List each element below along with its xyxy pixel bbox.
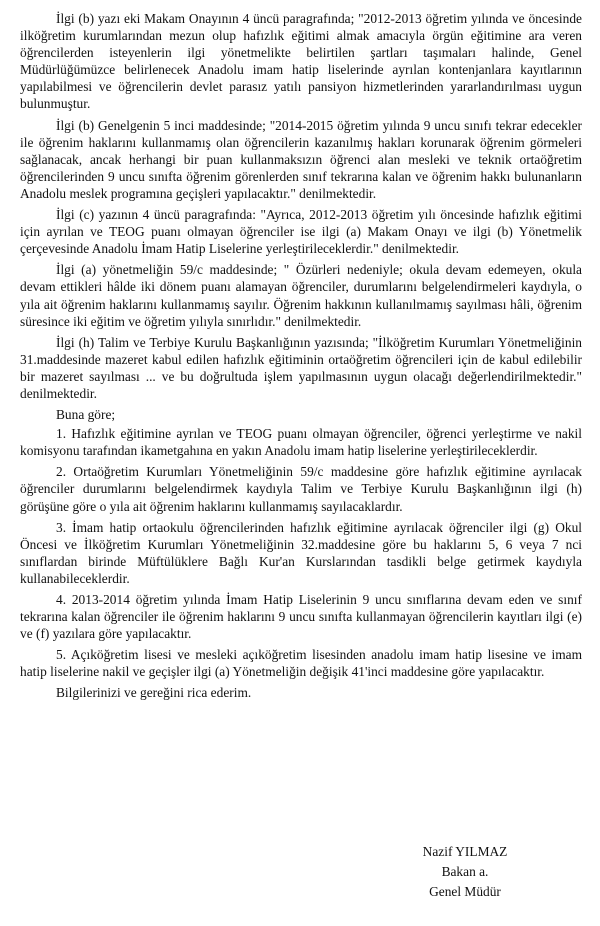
signatory-name: Nazif YILMAZ [422,844,508,859]
paragraph-ilgi-c: İlgi (c) yazının 4 üncü paragrafında: "Ayrıca, 2012-2013 öğretim yılı öncesinde hafızlık eğitimi için ayrılan ve TEOG puanı olmayan öğrenciler ise ilgi (a) Makam Onayı ve ilgi (b) Yönetmelik çerçevesinde Anadolu İmam Hatip Liselerine yerleştirileceklerdir." denilmektedir. [20,207,582,257]
closing-line: Bilgilerinizi ve gereğini rica ederim. [56,685,252,701]
list-item-3: 3. İmam hatip ortaokulu öğrencilerinden hafızlık eğitimine ayrılacak öğrenciler ilgi (g) Okul Öncesi ve İlköğretim Kurumları Yönetmeliğinin 32.maddesine göre bu haklarını 5, 6 veya 7 nci sınıflardan birinde Müftülüklere Bağlı Kur'an Kurslarından tasdikli belge getirmek kaydıyla kullanabileceklerdir. [20,519,582,586]
list-item-5: 5. Açıköğretim lisesi ve mesleki açıköğretim lisesinden anadolu imam hatip lisesine ve imam hatip liselerine nakil ve geçişler ilgi (a) Yönetmeliğin değişik 41'inci maddesine göre yapılacaktır. [20,647,582,680]
signature-block [400,842,530,902]
list-item-4: 4. 2013-2014 öğretim yılında İmam Hatip Liselerinin 9 uncu sınıflarına devam eden ve sınıf tekrarına kalan öğrenciler ile öğrenim haklarını 9 uncu sınıfta kullanmayan öğrencilerin kayıtları ilgi (e) ve (f) yazılara göre yapılacaktır. [20,592,582,642]
paragraph-buna-gore: Buna göre; [56,407,116,423]
paragraph-genelge-5: İlgi (b) Genelgenin 5 inci maddesinde; "2014-2015 öğretim yılında 9 uncu sınıfı tekrar edecekler ile öğrenim haklarını kullanmamış olan öğrencilerin kazanılmış hakları korunarak öğrenim görmeleri sağlanacak, ancak herhangi bir puan kullanmaksızın öğrenci alan mesleki ve teknik ortaöğretim öğrencilerinden 9 uncu sınıfta öğrenim görenlerden sınıf tekrarına kalan ve öğrenim hakkı bulunanların Anadolu meslek programına geçişleri yapılacaktır." denilmektedir. [20,117,582,201]
signatory-title: Genel Müdür [429,884,501,899]
signatory-line2: Bakan a. [441,864,489,879]
paragraph-makam-onayi: İlgi (b) yazı eki Makam Onayının 4 üncü paragrafında; "2012-2013 öğretim yılında ve öncesinde ilköğretim kurumlarından mezun olup hafızlık eğitimi almak amacıyla örgün eğitimine ara veren öğrencilerden isteyenlerin ilgi yönetmelikte belirtilen şartları taşımaları halinde, Genel Müdürlüğümüzce belirlenecek Anadolu imam hatip liselerinde ayrılan kontenjanlara kayıtlarının yapılabilmesi ve öğrencilerin devlet parasız yatılı pansiyon hizmetlerinden yararlandırılması uygun bulunmuştur. [20,11,582,112]
list-item-2: 2. Ortaöğretim Kurumları Yönetmeliğinin 59/c maddesine göre hafızlık eğitimine ayrılacak öğrenciler durumlarını belgelendirmek kaydıyla Talim ve Terbiye Kurulu Başkanlığının ilgi (h) görüşüne göre o yıla ait öğrenim haklarını kullanmamış sayılacaklardır. [20,464,582,514]
paragraph-ttkb: İlgi (h) Talim ve Terbiye Kurulu Başkanlığının yazısında; "İlköğretim Kurumları Yönetmeliğinin 31.maddesinde mazeret kabul edilen hafızlık eğitiminin ortaöğretim öğrencileri için de kabul edilebilir bir mazeret sayılması ... ve bu doğrultuda işlem yapılmasının uygun olacağı değerlendirilmektedir." denilmektedir. [20,334,582,401]
list-item-1: 1. Hafızlık eğitimine ayrılan ve TEOG puanı olmayan öğrenciler, öğrenci yerleştirme ve nakil komisyonu tarafından ikametgahına en yakın Anadolu imam hatip liselerine yerleştirileceklerdir. [20,426,582,459]
paragraph-yonetmelik-59c: İlgi (a) yönetmeliğin 59/c maddesinde; " Özürleri nedeniyle; okula devam edemeyen, okula devam ettikleri hâlde iki dönem puanı alamayan öğrenciler, durumlarını belgelendirmeleri kaydıyla, o yıla ait öğrenim haklarını kullanmamış sayılır. Öğrenim hakkının kullanılmamış sayılması hâli, öğrenim süresince iki eğitim ve öğretim yılıyla sınırlıdır." denilmektedir. [20,262,582,329]
